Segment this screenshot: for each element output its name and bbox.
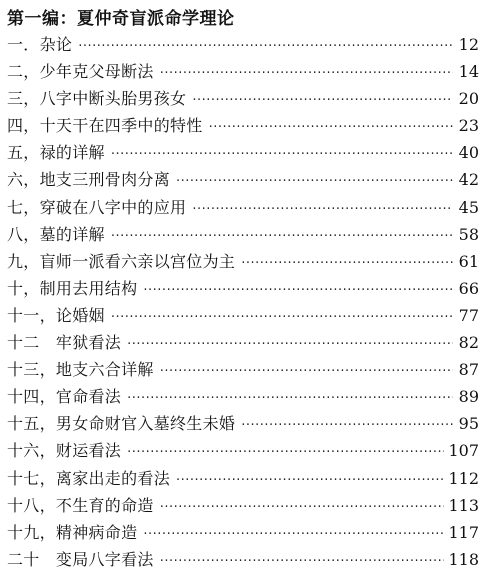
toc-entry-page: 113 bbox=[448, 495, 479, 515]
toc-entry-title: 十八，不生育的命造 bbox=[7, 495, 154, 515]
dot-leader bbox=[160, 494, 445, 521]
toc-entry bbox=[7, 302, 479, 329]
toc-entry bbox=[7, 112, 479, 139]
toc-entry-page: 61 bbox=[458, 251, 479, 271]
dot-leader bbox=[127, 331, 453, 358]
dot-leader bbox=[192, 87, 453, 114]
dot-leader bbox=[127, 385, 453, 412]
toc-entry bbox=[7, 31, 479, 58]
dot-leader bbox=[111, 141, 453, 168]
dot-leader bbox=[209, 114, 453, 141]
toc-entry-title: 一．杂论 bbox=[7, 35, 73, 54]
toc-entry-title: 九，盲师一派看六亲以宫位为主 bbox=[7, 251, 236, 271]
toc-entry-page: 66 bbox=[458, 278, 479, 298]
toc-entry bbox=[7, 139, 479, 166]
dot-leader bbox=[111, 304, 453, 331]
dot-leader bbox=[176, 168, 453, 195]
toc-entry bbox=[7, 194, 479, 221]
toc-entry-page: 58 bbox=[458, 224, 479, 244]
toc-entry bbox=[7, 546, 479, 573]
toc-entry-page: 117 bbox=[448, 522, 479, 542]
toc-entry-page: 82 bbox=[458, 333, 479, 353]
toc-entry-title: 十六，财运看法 bbox=[7, 441, 122, 461]
toc-entry bbox=[7, 58, 479, 85]
toc-entry-page: 87 bbox=[458, 360, 479, 380]
toc-entry bbox=[7, 356, 479, 383]
toc-entry-title: 十七，离家出走的看法 bbox=[7, 468, 171, 488]
toc-entry bbox=[7, 383, 479, 410]
toc-entry-page: 95 bbox=[458, 414, 479, 434]
toc-entry-page: 77 bbox=[458, 305, 479, 325]
dot-leader bbox=[160, 60, 453, 87]
toc-entry-title: 十二 牢狱看法 bbox=[7, 333, 122, 353]
dot-leader bbox=[241, 412, 453, 439]
toc-entry-page: 42 bbox=[458, 170, 479, 190]
toc-entry bbox=[7, 221, 479, 248]
toc-entry-title: 十三，地支六合详解 bbox=[7, 360, 154, 380]
toc-entry-title: 十，制用去用结构 bbox=[7, 278, 138, 298]
dot-leader bbox=[160, 548, 445, 575]
toc-entry-page: 107 bbox=[448, 441, 479, 461]
table-of-contents bbox=[7, 31, 479, 573]
toc-entry bbox=[7, 492, 479, 519]
dot-leader bbox=[111, 223, 453, 250]
toc-entry-title: 十五，男女命财官入墓终生未婚 bbox=[7, 414, 236, 434]
toc-entry-title: 三，八字中断头胎男孩女 bbox=[7, 89, 187, 109]
toc-entry-title: 十四，官命看法 bbox=[7, 387, 122, 407]
toc-entry-page: 14 bbox=[458, 62, 479, 82]
toc-entry-title: 六，地支三刑骨肉分离 bbox=[7, 170, 171, 190]
toc-entry-page: 89 bbox=[458, 387, 479, 407]
toc-entry-page: 23 bbox=[458, 116, 479, 136]
toc-entry-title: 八，墓的详解 bbox=[7, 224, 105, 244]
toc-entry-title: 二十 变局八字看法 bbox=[7, 549, 154, 569]
dot-leader bbox=[192, 196, 453, 223]
toc-entry bbox=[7, 519, 479, 546]
dot-leader bbox=[127, 439, 444, 466]
toc-entry-page: 45 bbox=[458, 197, 479, 217]
toc-entry-page: 12 bbox=[458, 35, 479, 54]
dot-leader bbox=[176, 467, 444, 494]
toc-entry-title: 五，禄的详解 bbox=[7, 143, 105, 163]
toc-entry-page: 20 bbox=[458, 89, 479, 109]
toc-entry bbox=[7, 329, 479, 356]
toc-entry-title: 二，少年克父母断法 bbox=[7, 62, 154, 82]
dot-leader bbox=[160, 358, 453, 385]
toc-entry-title: 四，十天干在四季中的特性 bbox=[7, 116, 203, 136]
section-heading: 第一编：夏仲奇盲派命学理论 bbox=[7, 9, 235, 29]
dot-leader bbox=[143, 277, 453, 304]
toc-entry bbox=[7, 248, 479, 275]
toc-entry-page: 112 bbox=[448, 468, 479, 488]
toc-entry bbox=[7, 85, 479, 112]
dot-leader bbox=[241, 250, 453, 277]
toc-entry bbox=[7, 410, 479, 437]
toc-entry bbox=[7, 465, 479, 492]
toc-entry-page: 118 bbox=[448, 549, 479, 569]
toc-entry bbox=[7, 437, 479, 464]
toc-entry-title: 十九，精神病命造 bbox=[7, 522, 138, 542]
toc-entry-title: 七，穿破在八字中的应用 bbox=[7, 197, 187, 217]
toc-entry bbox=[7, 275, 479, 302]
toc-entry-page: 40 bbox=[458, 143, 479, 163]
toc-entry bbox=[7, 166, 479, 193]
dot-leader bbox=[78, 33, 453, 60]
toc-entry-title: 十一，论婚姻 bbox=[7, 305, 105, 325]
dot-leader bbox=[143, 521, 444, 548]
